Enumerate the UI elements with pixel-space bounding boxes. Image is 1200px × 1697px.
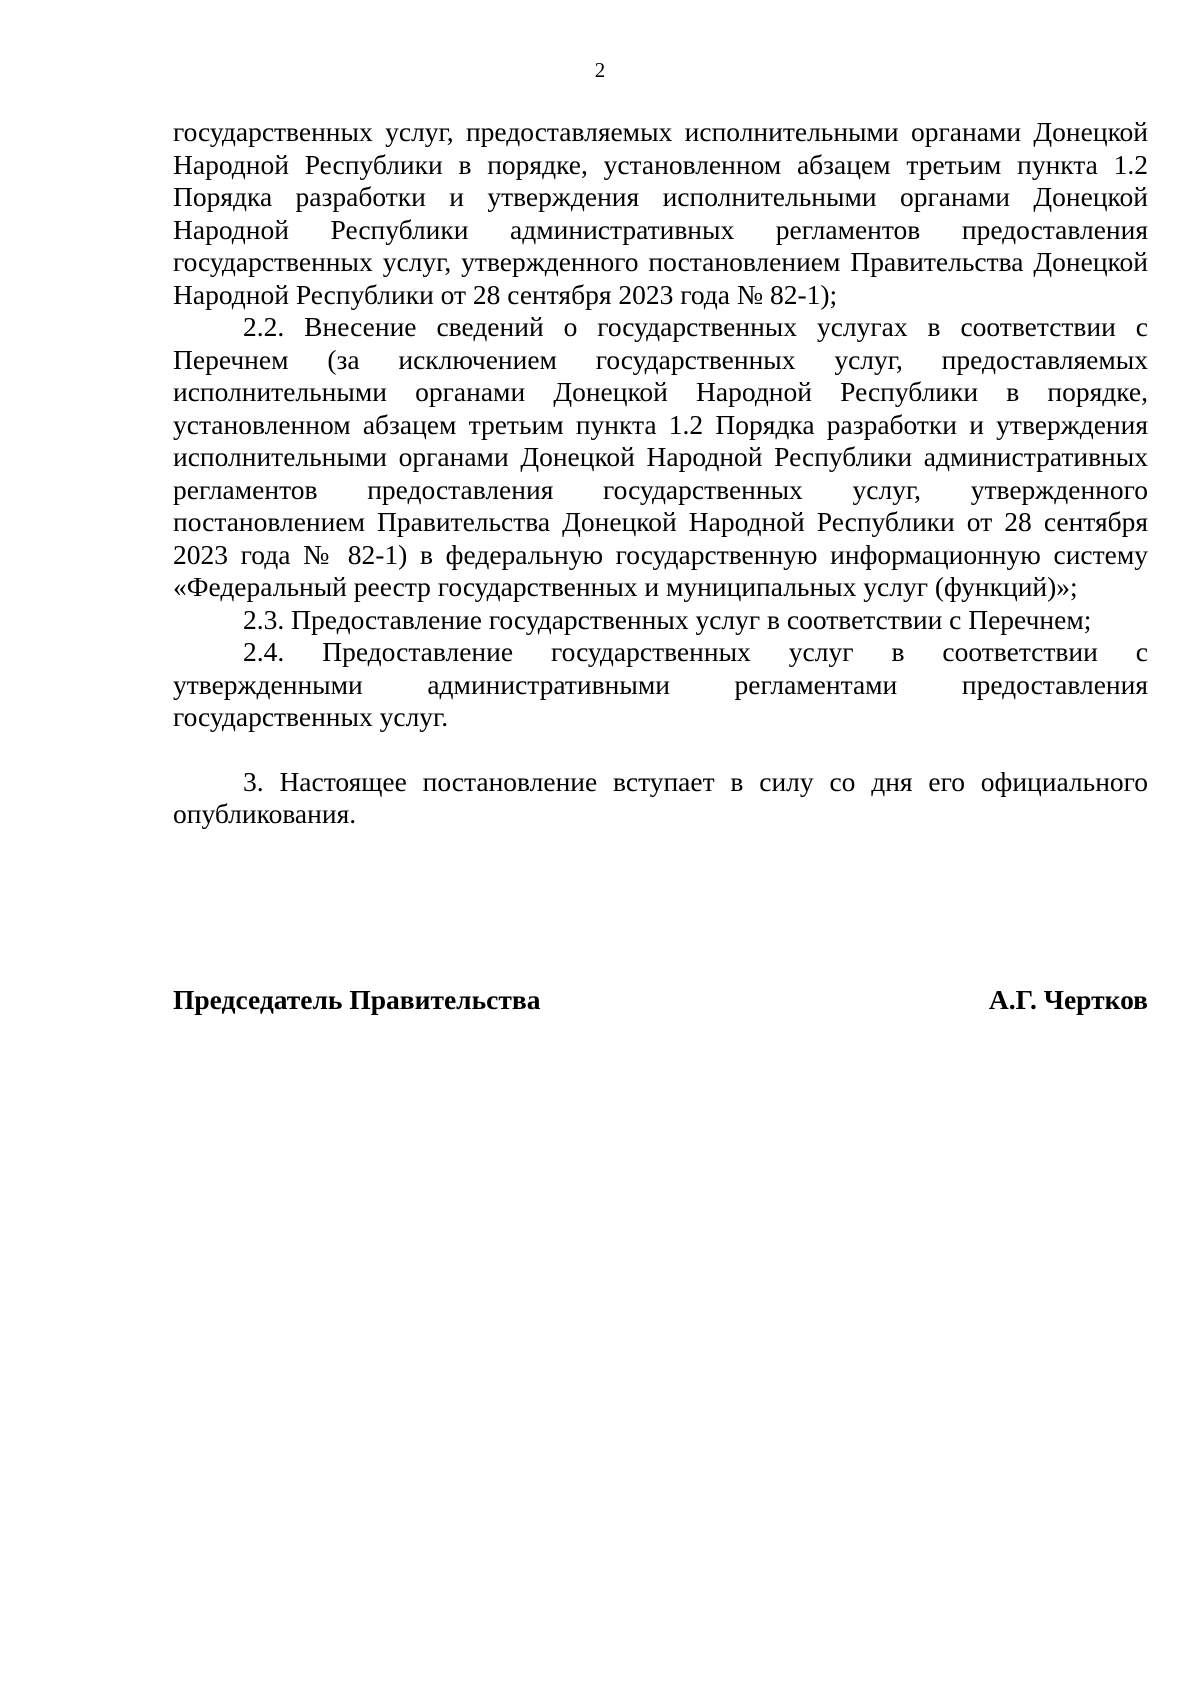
paragraph-spacer <box>173 734 1148 766</box>
paragraph-3: 3. Настоящее постановление вступает в силу со дня его официального опубликования. <box>173 765 1148 829</box>
paragraph-2-4: 2.4. Предоставление государственных услуг в соответствии с утвержденными административными регламентами предоставления государственных услуг. <box>173 636 1148 732</box>
paragraph-2-2: 2.2. Внесение сведений о государственных услугах в соответствии с Перечнем (за исключением государственных услуг, предоставляемых исполнительными органами Донецкой Народной Республики в порядке, установленном абзацем третьим пункта 1.2 Порядка разработки и утверждения исполнительными органами Донецкой Народной Республики административных регламентов предоставления государственных услуг, утвержденного постановлением Правительства Донецкой Народной Республики от 28 сентября 2023 года № 82-1) в федеральную государственную информационную систему «Федеральный реестр государственных и муниципальных услуг (функций)»; <box>173 311 1148 602</box>
page-number: 2 <box>594 58 606 82</box>
signatory-title: Председатель Правительства <box>173 984 541 1015</box>
paragraph-2-3: 2.3. Предоставление государственных услуг в соответствии с Перечнем; <box>243 603 1092 635</box>
paragraph-continuation: государственных услуг, предоставляемых исполнительными органами Донецкой Народной Республики в порядке, установленном абзацем третьим пункта 1.2 Порядка разработки и утверждения исполнительными органами Донецкой Народной Республики административных регламентов предоставления государственных услуг, утвержденного постановлением Правительства Донецкой Народной Республики от 28 сентября 2023 года № 82-1); <box>173 116 1148 310</box>
signatory-name: А.Г. Чертков <box>988 984 1148 1015</box>
signature-block <box>173 984 1148 1017</box>
document-body <box>173 116 1148 831</box>
